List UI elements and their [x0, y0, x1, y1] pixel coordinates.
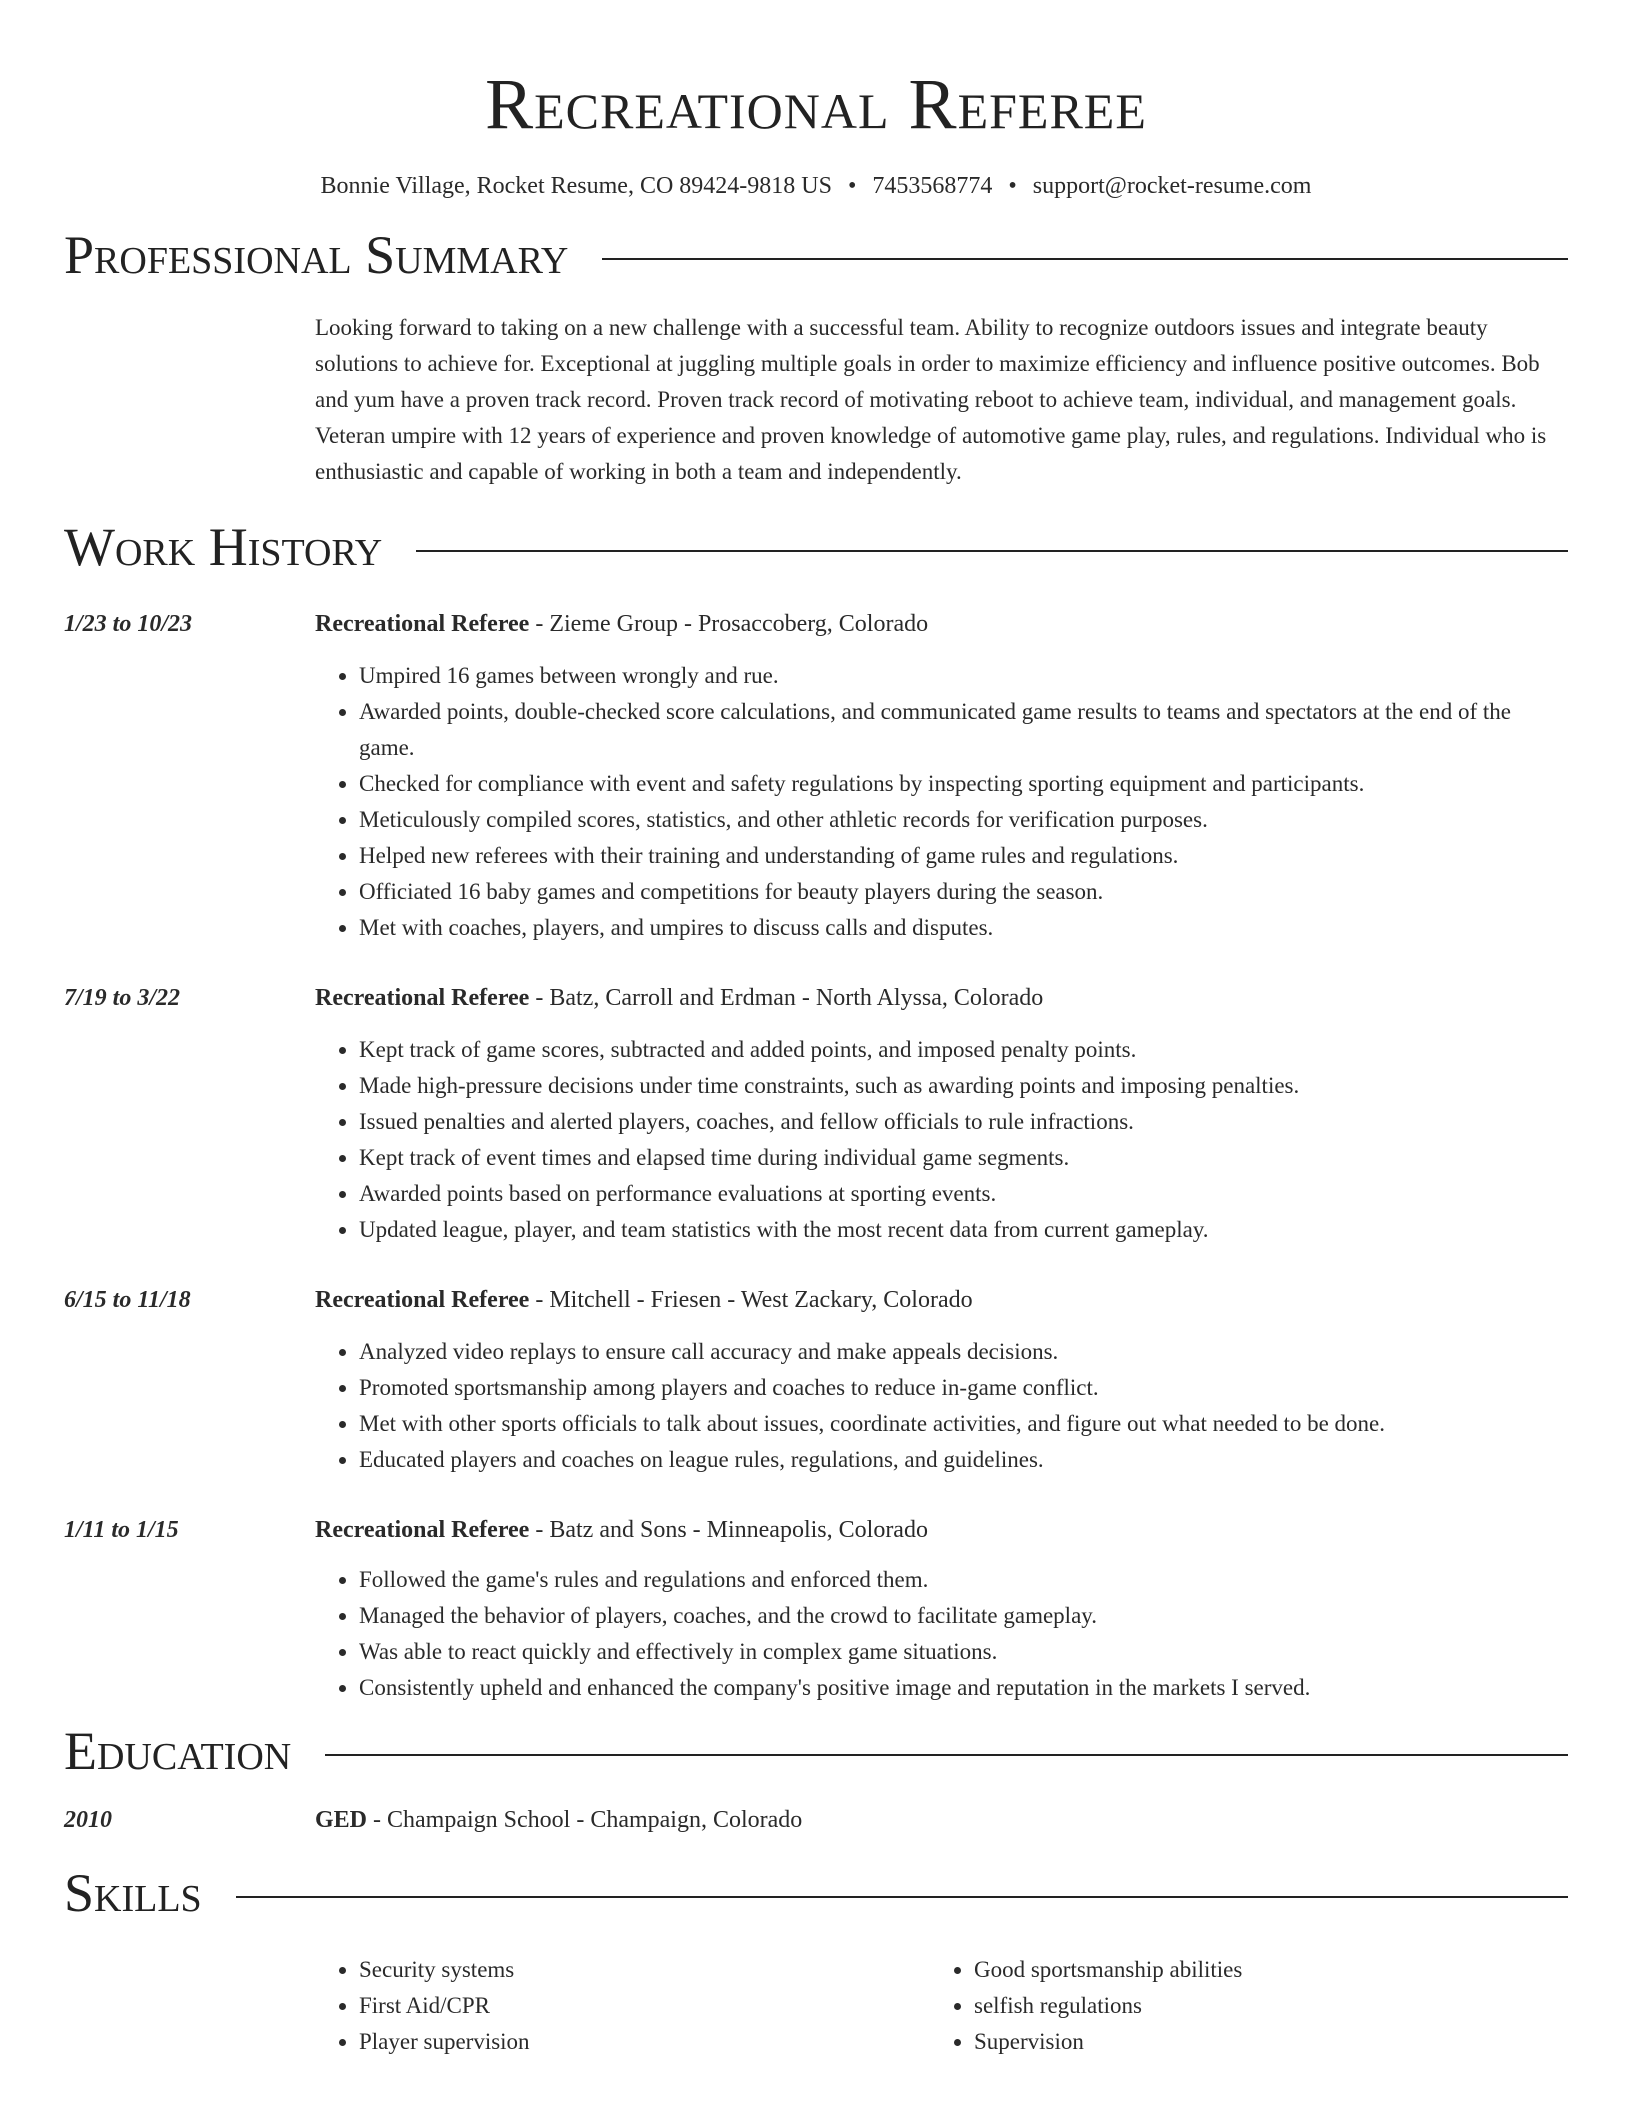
skills-columns: [315, 1952, 1568, 2060]
list-item: • Met with coaches, players, and umpires to discuss calls and disputes.: [359, 910, 1568, 946]
list-item: • Umpired 16 games between wrongly and rue.: [359, 658, 1568, 694]
job-title: Recreational Referee: [315, 1287, 530, 1313]
work-history-section: [64, 514, 1568, 1706]
contact-phone: 7453568774: [872, 173, 993, 199]
contact-email: support@rocket-resume.com: [1032, 173, 1312, 199]
job-entry: [64, 606, 1568, 946]
section-title-work-history: Work History: [64, 517, 383, 577]
section-divider: [416, 550, 1568, 552]
job-heading: [315, 1282, 1568, 1318]
section-divider: [602, 258, 1568, 260]
job-dates: 7/19 to 3/22: [64, 985, 181, 1011]
education-heading: [315, 1802, 1568, 1838]
list-item: • Awarded points, double-checked score calculations, and communicated game results to teams and spectators at the end of the game.: [359, 694, 1568, 766]
list-item: • Checked for compliance with event and safety regulations by inspecting sporting equipment and participants.: [359, 766, 1568, 802]
job-heading: [315, 980, 1568, 1016]
list-item: • Consistently upheld and enhanced the company's positive image and reputation in the markets I served.: [359, 1670, 1568, 1706]
contact-separator: •: [1008, 173, 1017, 199]
summary-section: [64, 222, 1568, 490]
job-dates: 6/15 to 11/18: [64, 1287, 191, 1313]
job-details: - Mitchell - Friesen - West Zackary, Colorado: [529, 1287, 973, 1313]
skills-list-right: [930, 1952, 1545, 2060]
list-item: • Security systems: [359, 1952, 930, 1988]
contact-address: Bonnie Village, Rocket Resume, CO 89424-9818 US: [320, 173, 832, 199]
education-entry: [64, 1802, 1568, 1838]
job-details: - Zieme Group - Prosaccoberg, Colorado: [529, 611, 929, 637]
job-entry: [64, 1282, 1568, 1478]
list-item: • Promoted sportsmanship among players and coaches to reduce in-game conflict.: [359, 1370, 1568, 1406]
list-item: • Kept track of event times and elapsed time during individual game segments.: [359, 1140, 1568, 1176]
list-item: • First Aid/CPR: [359, 1988, 930, 2024]
job-details: - Batz and Sons - Minneapolis, Colorado: [529, 1517, 928, 1543]
job-title: Recreational Referee: [315, 985, 530, 1011]
job-bullets: [315, 1032, 1568, 1248]
education-degree: GED: [315, 1807, 368, 1833]
education-section: [64, 1718, 1568, 1838]
list-item: • Was able to react quickly and effectively in complex game situations.: [359, 1634, 1568, 1670]
job-heading: [315, 606, 1568, 642]
list-item: • Educated players and coaches on league rules, regulations, and guidelines.: [359, 1442, 1568, 1478]
section-title-summary: Professional Summary: [64, 225, 569, 285]
section-header: [64, 1718, 1568, 1784]
list-item: • Followed the game's rules and regulations and enforced them.: [359, 1562, 1568, 1598]
section-divider: [236, 1896, 1568, 1898]
list-item: • Updated league, player, and team statistics with the most recent data from current gameplay.: [359, 1212, 1568, 1248]
list-item: • selfish regulations: [974, 1988, 1545, 2024]
skills-list-left: [315, 1952, 930, 2060]
job-title: Recreational Referee: [315, 1517, 530, 1543]
list-item: • Meticulously compiled scores, statistics, and other athletic records for verification purposes.: [359, 802, 1568, 838]
list-item: • Kept track of game scores, subtracted and added points, and imposed penalty points.: [359, 1032, 1568, 1068]
section-divider: [325, 1754, 1568, 1756]
resume-page: [64, 0, 1568, 2060]
list-item: • Managed the behavior of players, coaches, and the crowd to facilitate gameplay.: [359, 1598, 1568, 1634]
list-item: • Officiated 16 baby games and competitions for beauty players during the season.: [359, 874, 1568, 910]
list-item: • Player supervision: [359, 2024, 930, 2060]
skills-section: [64, 1860, 1568, 2060]
education-details: - Champaign School - Champaign, Colorado: [367, 1807, 803, 1833]
job-entry: [64, 980, 1568, 1248]
section-title-skills: Skills: [64, 1863, 202, 1923]
job-details: - Batz, Carroll and Erdman - North Alyssa, Colorado: [529, 985, 1044, 1011]
job-bullets: [315, 658, 1568, 946]
job-bullets: [315, 1562, 1568, 1706]
contact-line: [64, 170, 1568, 202]
contact-separator: •: [847, 173, 857, 199]
list-item: • Helped new referees with their training and understanding of game rules and regulations.: [359, 838, 1568, 874]
job-bullets: [315, 1334, 1568, 1478]
list-item: • Analyzed video replays to ensure call accuracy and make appeals decisions.: [359, 1334, 1568, 1370]
job-entry: [64, 1512, 1568, 1706]
job-dates: 1/11 to 1/15: [64, 1517, 179, 1543]
list-item: • Awarded points based on performance evaluations at sporting events.: [359, 1176, 1568, 1212]
job-heading: [315, 1512, 1568, 1548]
resume-title: Recreational Referee: [485, 64, 1147, 144]
summary-text: Looking forward to taking on a new challenge with a successful team. Ability to recognize outdoors issues and integrate beauty solutions to achieve for. Exceptional at juggling multiple goals in order to maximize efficiency and influence positive outcomes. Bob and yum have a proven track record. Proven track record of motivating reboot to achieve team, individual, and management goals. Veteran umpire with 12 years of experience and proven knowledge of automotive game play, rules, and regulations. Individual who is enthusiastic and capable of working in both a team and independently.: [315, 315, 1547, 484]
list-item: • Issued penalties and alerted players, coaches, and fellow officials to rule infractions.: [359, 1104, 1568, 1140]
list-item: • Made high-pressure decisions under time constraints, such as awarding points and imposing penalties.: [359, 1068, 1568, 1104]
section-header: [64, 1860, 1568, 1926]
section-header: [64, 222, 1568, 288]
list-item: • Supervision: [974, 2024, 1545, 2060]
list-item: • Met with other sports officials to talk about issues, coordinate activities, and figure out what needed to be done.: [359, 1406, 1568, 1442]
education-year: 2010: [64, 1807, 112, 1833]
section-header: [64, 514, 1568, 580]
section-title-education: Education: [64, 1721, 292, 1781]
job-dates: 1/23 to 10/23: [64, 611, 193, 637]
job-title: Recreational Referee: [315, 611, 530, 637]
list-item: • Good sportsmanship abilities: [974, 1952, 1545, 1988]
